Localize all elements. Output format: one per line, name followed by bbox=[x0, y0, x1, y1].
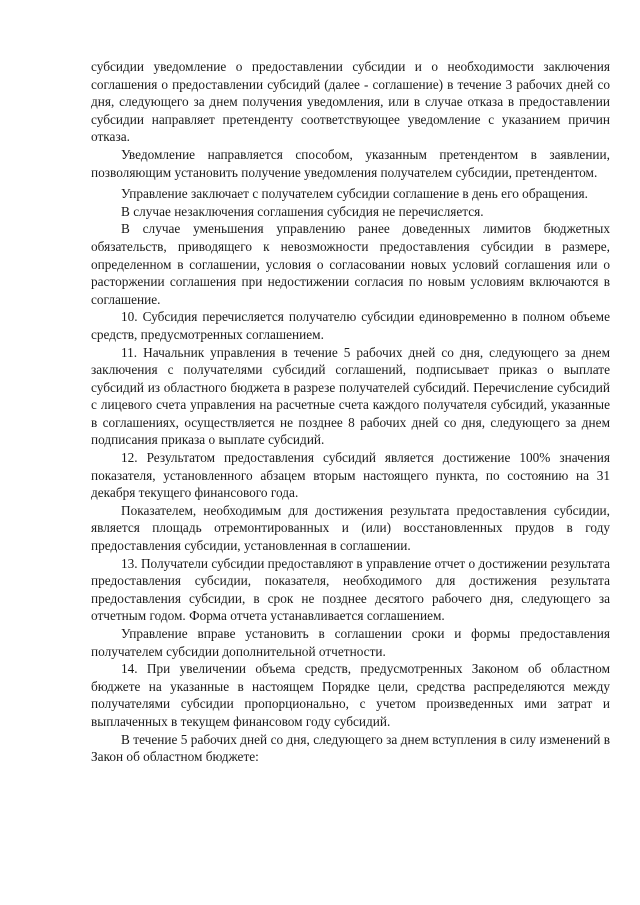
paragraph-12: 14. При увеличении объема средств, предусмотренных Законом об областном бюджете на указанные в настоящем Порядке цели, средства распределяются между получателями субсидии пропорционально, с учетом произведенных ими затрат и выплаченных в текущем финансовом году субсидий. bbox=[91, 661, 610, 729]
paragraph-8: 12. Результатом предоставления субсидий является достижение 100% значения показателя, установленного абзацем вторым настоящего пункта, по состоянию на 31 декабря текущего финансового года. bbox=[91, 450, 610, 501]
paragraph-7: 11. Начальник управления в течение 5 рабочих дней со дня, следующего за днем заключения с получателями субсидий соглашений, подписывает приказ о выплате субсидий из областного бюджета в разрезе получателей субсидий. Перечисление субсидий с лицевого счета управления на расчетные счета каждого получателя субсидий, указанные в соглашениях, осуществляется не позднее 8 рабочих дней со дня, следующего за днем подписания приказа о выплате субсидий. bbox=[91, 344, 610, 448]
paragraph-3: Управление заключает с получателем субсидии соглашение в день его обращения. bbox=[121, 186, 588, 202]
paragraph-6: 10. Субсидия перечисляется получателю субсидии единовременно в полном объеме средств, предусмотренных соглашением. bbox=[91, 309, 610, 342]
paragraph-4: В случае незаключения соглашения субсидия не перечисляется. bbox=[121, 203, 484, 219]
paragraph-2: Уведомление направляется способом, указанным претендентом в заявлении, позволяющим установить получение уведомления получателем субсидии, претендентом. bbox=[91, 146, 610, 180]
paragraph-1: субсидии уведомление о предоставлении субсидии и о необходимости заключения соглашения о предоставлении субсидий (далее - соглашение) в течение 3 рабочих дней со дня, следующего за днем получения уведомления, или в случае отказа в предоставлении субсидии направляет претенденту соответствующее уведомление с указанием причин отказа. bbox=[91, 59, 610, 145]
paragraph-9: Показателем, необходимым для достижения результата предоставления субсидии, является площадь отремонтированных и (или) восстановленных прудов в году предоставления субсидии, установленная в соглашении. bbox=[91, 502, 610, 554]
document-body bbox=[91, 58, 610, 766]
paragraph-5: В случае уменьшения управлению ранее доведенных лимитов бюджетных обязательств, приводящего к невозможности предоставления субсидии в размере, определенном в соглашении, условия о согласовании новых условий соглашения или о расторжении соглашения при недостижении согласия по новым условиям включаются в соглашение. bbox=[91, 221, 610, 307]
paragraph-13: В течение 5 рабочих дней со дня, следующего за днем вступления в силу изменений в Закон об областном бюджете: bbox=[91, 731, 610, 765]
paragraph-10: 13. Получатели субсидии предоставляют в управление отчет о достижении результата предоставления субсидии, показателя, необходимого для достижения результата предоставления субсидии, в срок не позднее десятого рабочего дня, следующего за отчетным годом. Форма отчета устанавливается соглашением. bbox=[91, 555, 610, 624]
paragraph-11: Управление вправе установить в соглашении сроки и формы предоставления получателем субсидии дополнительной отчетности. bbox=[91, 626, 610, 659]
